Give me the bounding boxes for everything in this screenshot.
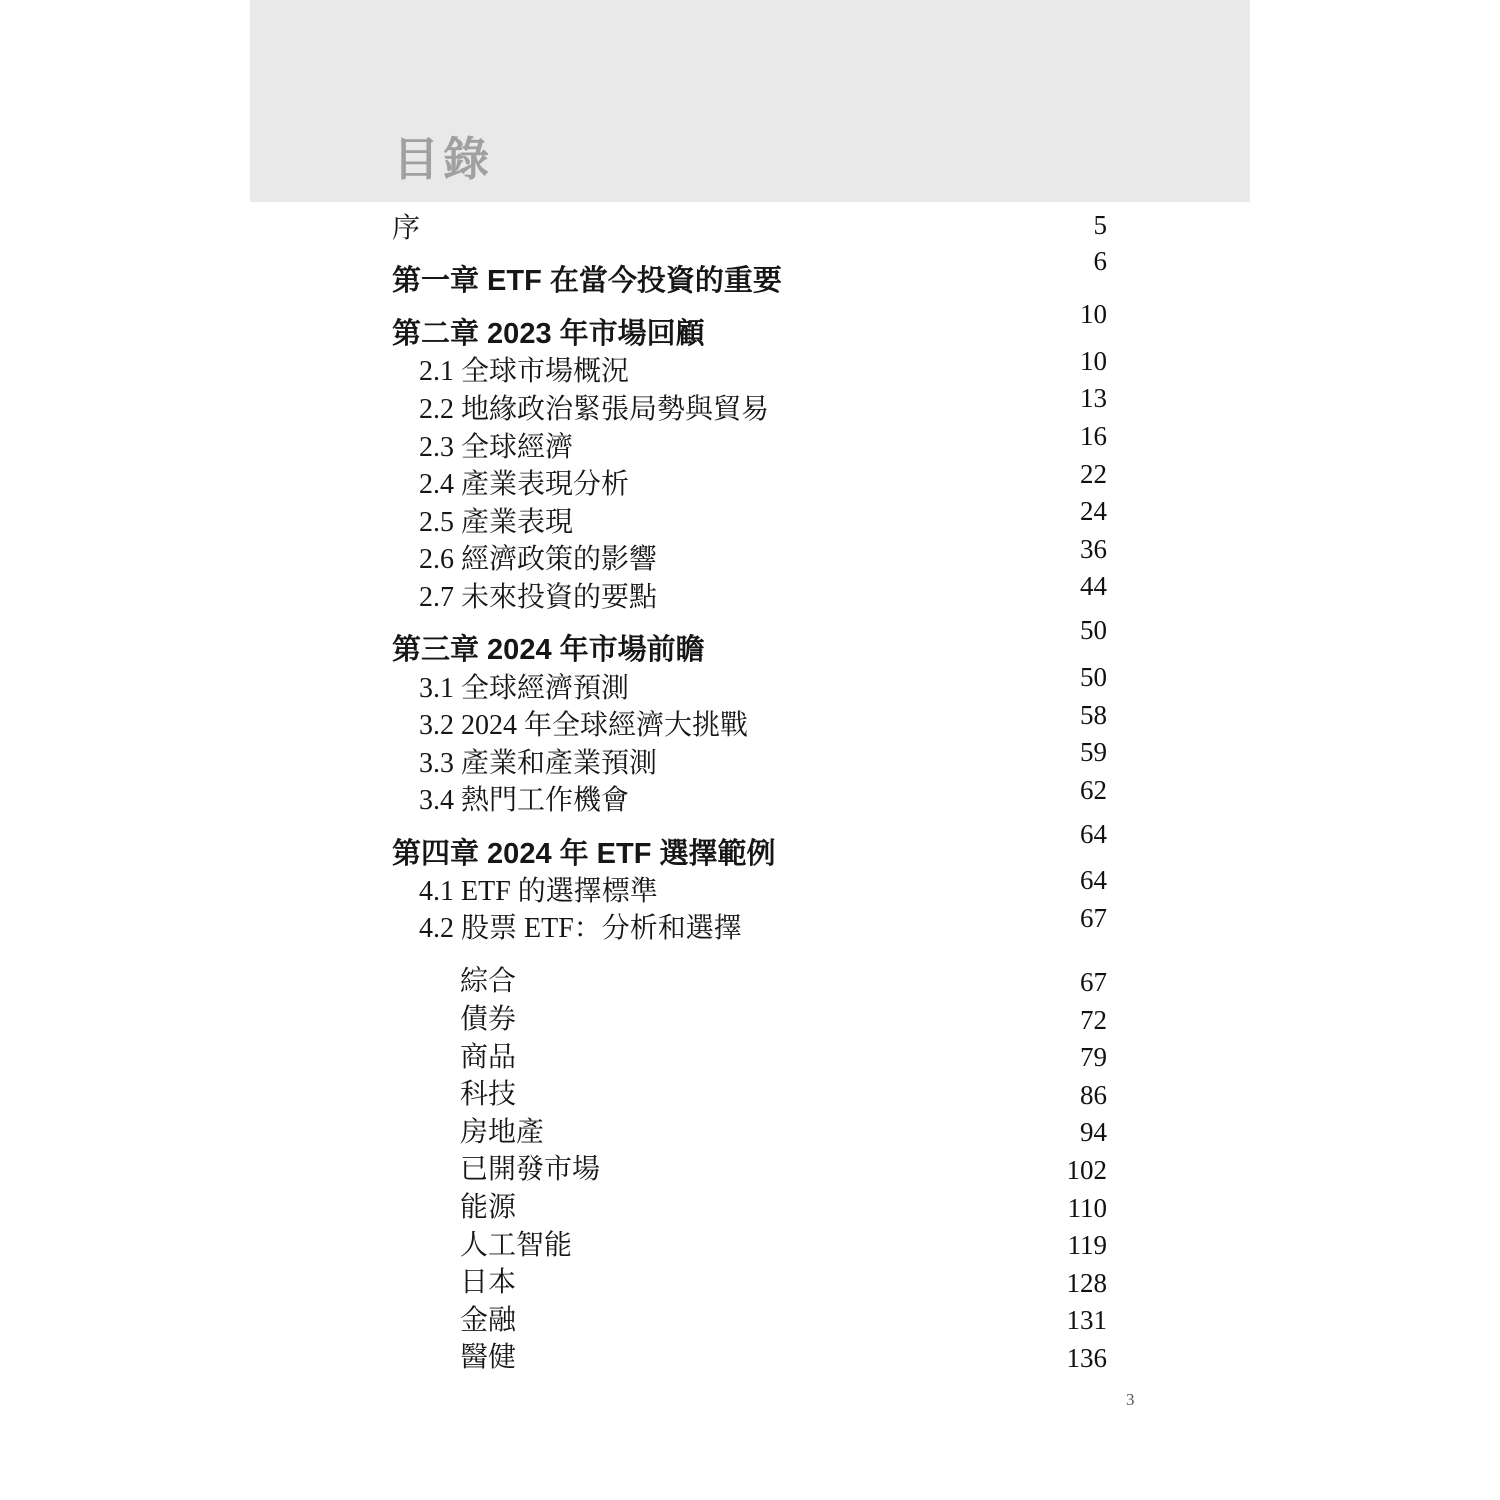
toc-entry-label: 房地產	[460, 1116, 545, 1148]
toc-list	[392, 210, 1107, 1377]
toc-entry-page-number: 6	[1093, 246, 1107, 277]
toc-entry-page-number: 58	[1080, 699, 1107, 730]
toc-entry-page-number: 86	[1080, 1079, 1107, 1110]
toc-entry-page-number: 64	[1080, 865, 1107, 896]
toc-entry-page-number: 128	[1066, 1267, 1107, 1298]
toc-entry-label: 商品	[460, 1041, 517, 1073]
toc-entry-label: 金融	[460, 1304, 517, 1336]
toc-entry-label: 2.6 經濟政策的影響	[419, 544, 658, 576]
toc-entry-label: 科技	[460, 1079, 517, 1111]
toc-entry	[392, 571, 1107, 617]
toc-entry	[392, 1152, 1107, 1190]
toc-entry-page-number: 67	[1080, 902, 1107, 933]
toc-entry-label: 3.1 全球經濟預測	[419, 672, 630, 704]
toc-entry	[392, 458, 1107, 504]
toc-entry-page-number: 94	[1080, 1117, 1107, 1148]
toc-entry-label: 日本	[460, 1267, 517, 1299]
toc-entry-label: 序	[392, 212, 421, 244]
toc-entry-page-number: 16	[1080, 421, 1107, 452]
toc-entry-page-number: 110	[1067, 1192, 1107, 1223]
toc-entry	[392, 1340, 1107, 1378]
toc-entry-page-number: 72	[1080, 1004, 1107, 1035]
toc-entry-label: 第二章 2023 年市場回顧	[392, 318, 705, 351]
toc-entry	[392, 1114, 1107, 1152]
toc-entry-label: 3.4 熱門工作機會	[419, 785, 630, 817]
toc-entry-label: 4.1 ETF 的選擇標準	[419, 875, 658, 907]
toc-entry	[392, 246, 1107, 301]
toc-entry	[392, 496, 1107, 542]
toc-entry-page-number: 50	[1080, 662, 1107, 692]
toc-entry	[392, 1189, 1107, 1227]
header-band	[250, 0, 1250, 202]
toc-entry	[392, 1302, 1107, 1340]
toc-entry	[392, 421, 1107, 467]
toc-entry-page-number: 67	[1080, 966, 1107, 997]
toc-entry	[392, 383, 1107, 429]
page-number: 3	[1126, 1390, 1135, 1409]
toc-entry-label: 2.3 全球經濟	[419, 431, 574, 463]
toc-entry	[392, 210, 1107, 248]
toc-entry-page-number: 131	[1066, 1305, 1107, 1336]
toc-entry-label: 3.3 產業和產業預測	[419, 747, 658, 779]
toc-entry	[392, 533, 1107, 580]
toc-entry-page-number: 13	[1080, 383, 1107, 414]
toc-entry-page-number: 22	[1080, 458, 1107, 489]
toc-entry	[392, 964, 1107, 1002]
toc-entry-label: 第三章 2024 年市場前瞻	[392, 634, 705, 667]
toc-entry	[392, 299, 1107, 354]
toc-entry-label: 第一章 ETF 在當今投資的重要	[392, 265, 782, 298]
toc-entry-label: 2.2 地緣政治緊張局勢與貿易	[419, 393, 770, 425]
page-title: 目錄	[393, 133, 493, 185]
toc-entry-label: 4.2 股票 ETF：分析和選擇	[419, 913, 742, 945]
toc-entry-label: 綜合	[460, 966, 517, 998]
toc-entry-label: 醫健	[460, 1342, 517, 1374]
toc-entry	[392, 1227, 1107, 1265]
toc-entry-label: 2.4 產業表現分析	[419, 469, 630, 501]
toc-entry	[392, 699, 1107, 745]
toc-entry-label: 債券	[460, 1004, 517, 1036]
toc-entry-label: 人工智能	[460, 1229, 573, 1261]
toc-entry-page-number: 64	[1080, 818, 1107, 849]
toc-entry	[392, 615, 1107, 670]
toc-entry-page-number: 50	[1080, 615, 1107, 646]
toc-entry-label: 2.7 未來投資的要點	[419, 581, 658, 613]
toc-entry-label: 2.1 全球市場概況	[419, 356, 630, 388]
toc-entry	[392, 1076, 1107, 1114]
toc-entry-label: 已開發市場	[460, 1154, 601, 1186]
toc-entry-page-number: 5	[1093, 210, 1107, 241]
toc-entry	[392, 737, 1107, 783]
toc-entry-page-number: 10	[1080, 345, 1107, 376]
toc-entry	[392, 1001, 1107, 1039]
toc-entry-page-number: 24	[1080, 496, 1107, 527]
toc-entry-page-number: 36	[1080, 533, 1107, 564]
toc-entry-page-number: 10	[1080, 299, 1107, 330]
toc-entry-page-number: 79	[1080, 1042, 1107, 1073]
toc-entry	[392, 902, 1107, 949]
toc-entry-page-number: 119	[1067, 1230, 1107, 1261]
toc-entry-label: 能源	[460, 1192, 517, 1223]
toc-entry-page-number: 102	[1066, 1154, 1107, 1185]
toc-entry	[392, 1039, 1107, 1077]
toc-entry	[392, 865, 1107, 911]
toc-entry	[392, 774, 1107, 820]
toc-entry	[392, 345, 1107, 392]
toc-entry-label: 第四章 2024 年 ETF 選擇範例	[392, 837, 776, 870]
toc-entry-page-number: 62	[1080, 774, 1107, 805]
toc-entry-page-number: 136	[1066, 1342, 1107, 1373]
toc-entry-page-number: 59	[1080, 737, 1107, 768]
toc-entry	[392, 662, 1107, 708]
toc-entry	[392, 818, 1107, 873]
toc-entry-label: 3.2 2024 年全球經濟大挑戰	[419, 710, 749, 742]
toc-entry	[392, 1264, 1107, 1302]
toc-entry-page-number: 44	[1080, 571, 1107, 602]
toc-entry-label: 2.5 產業表現	[419, 506, 574, 538]
